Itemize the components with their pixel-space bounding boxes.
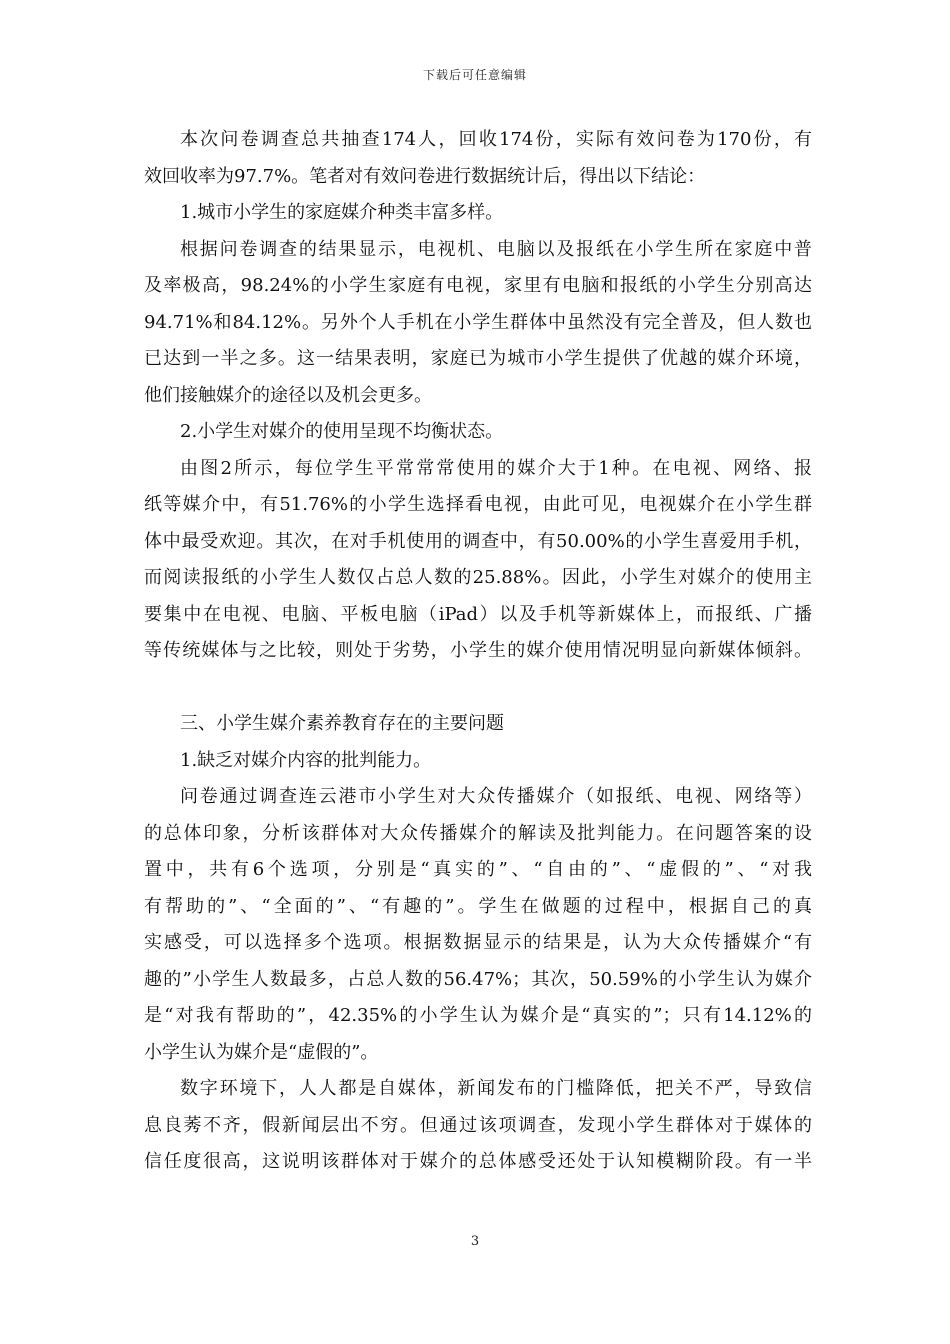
text-line: 问卷通过调查连云港市小学生对大众传播媒介（如报纸、电视、网络等） xyxy=(180,786,812,807)
text-line: 2.小学生对媒介的使用呈现不均衡状态。 xyxy=(180,421,504,442)
text-line: 信任度很高，这说明该群体对于媒介的总体感受还处于认知模糊阶段。有一半 xyxy=(144,1151,812,1172)
text-line: 要集中在电视、电脑、平板电脑（iPad）以及手机等新媒体上，而报纸、广播 xyxy=(144,603,812,625)
text-line: 三、小学生媒介素养教育存在的主要问题 xyxy=(180,713,504,734)
text-line: 置中，共有6个选项，分别是“真实的”、“自由的”、“虚假的”、“对我 xyxy=(144,859,812,880)
text-line: 有帮助的”、“全面的”、“有趣的”。学生在做题的过程中，根据自己的真 xyxy=(144,895,812,917)
document-body xyxy=(144,122,812,1181)
text-line: 数字环境下，人人都是自媒体，新闻发布的门槛降低，把关不严，导致信 xyxy=(180,1078,812,1099)
text-line: 小学生认为媒介是“虚假的”。 xyxy=(144,1041,379,1063)
text-line: 效回收率为97.7%。笔者对有效问卷进行数据统计后，得出以下结论： xyxy=(144,165,706,187)
text-line: 他们接触媒介的途径以及机会更多。 xyxy=(144,384,432,406)
text-line: 趣的”小学生人数最多，占总人数的56.47%；其次，50.59%的小学生认为媒介 xyxy=(144,968,812,990)
text-line: 1.缺乏对媒介内容的批判能力。 xyxy=(180,749,432,771)
text-line: 由图2所示，每位学生平常常常使用的媒介大于1种。在电视、网络、报 xyxy=(180,457,812,479)
text-line: 是“对我有帮助的”，42.35%的小学生认为媒介是“真实的”；只有14.12%的 xyxy=(144,1005,812,1026)
text-line: 根据问卷调查的结果显示，电视机、电脑以及报纸在小学生所在家庭中普 xyxy=(180,238,812,260)
text-line: 的总体印象，分析该群体对大众传播媒介的解读及批判能力。在问题答案的设 xyxy=(144,822,812,844)
text-line: 而阅读报纸的小学生人数仅占总人数的25.88%。因此，小学生对媒介的使用主 xyxy=(144,567,812,588)
text-line: 已达到一半之多。这一结果表明，家庭已为城市小学生提供了优越的媒介环境， xyxy=(144,348,812,369)
page-number: 3 xyxy=(470,1234,480,1249)
text-line: 息良莠不齐，假新闻层出不穷。但通过该项调查，发现小学生群体对于媒体的 xyxy=(144,1114,812,1136)
text-line: 实感受，可以选择多个选项。根据数据显示的结果是，认为大众传播媒介“有 xyxy=(144,932,812,953)
text-line: 及率极高，98.24%的小学生家庭有电视，家里有电脑和报纸的小学生分别高达 xyxy=(144,275,812,296)
text-line: 体中最受欢迎。其次，在对手机使用的调查中，有50.00%的小学生喜爱用手机， xyxy=(144,530,812,552)
text-line: 1.城市小学生的家庭媒介种类丰富多样。 xyxy=(180,202,504,223)
text-line: 等传统媒体与之比较，则处于劣势，小学生的媒介使用情况明显向新媒体倾斜。 xyxy=(144,640,812,661)
text-line: 94.71%和84.12%。另外个人手机在小学生群体中虽然没有完全普及，但人数也 xyxy=(144,311,812,333)
text-line: 纸等媒介中，有51.76%的小学生选择看电视，由此可见，电视媒介在小学生群 xyxy=(144,494,812,515)
blank-line xyxy=(144,670,812,707)
page-header: 下载后可任意编辑 xyxy=(422,68,527,82)
text-line: 本次问卷调查总共抽查174人，回收174份，实际有效问卷为170份，有 xyxy=(180,129,812,150)
